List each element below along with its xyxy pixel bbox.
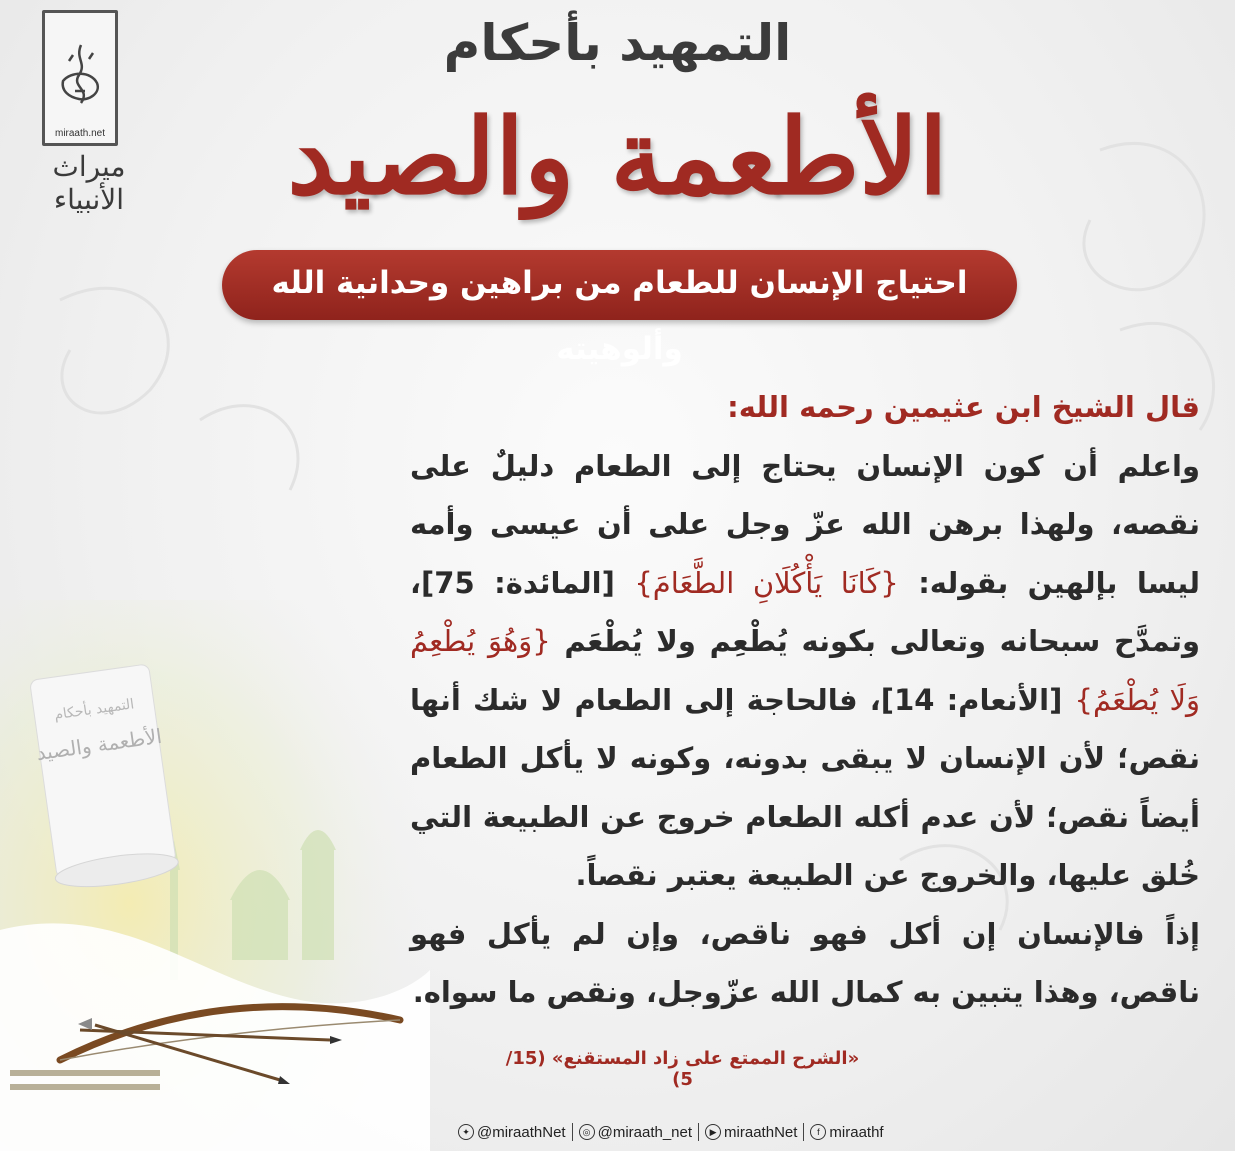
paragraph-2: إذاً فالإنسان إن أكل فهو ناقص، وإن لم يأكل فهو ناقص، وهذا يتبين به كمال الله عزّوجل، ونقص ما سواه.: [410, 916, 1200, 1009]
youtube-icon: ▶: [705, 1124, 721, 1140]
verse-1-reference: [المائدة: 75]، وتمدَّح سبحانه وتعالى بكونه يُطْعِم ولا يُطْعَم: [410, 565, 1200, 658]
scroll-title-top: التمهيد بأحكام: [53, 696, 136, 724]
twitter-handle: @miraathNet: [477, 1123, 566, 1141]
quote-intro: قال الشيخ ابن عثيمين رحمه الله:: [727, 390, 1200, 424]
paragraph-1-start: واعلم أن كون الإنسان يحتاج إلى الطعام دليلٌ على نقصه، ولهذا برهن الله عزّ وجل على أن عيسى وأمه ليسا بإلهين بقوله:: [410, 448, 1200, 600]
topic-banner-text: احتياج الإنسان للطعام من براهين وحدانية الله وألوهيته: [271, 265, 968, 367]
article-body: [410, 378, 1200, 1022]
social-instagram[interactable]: [579, 1124, 692, 1141]
twitter-icon: ✦: [458, 1124, 474, 1140]
youtube-handle: miraathNet: [724, 1123, 798, 1141]
divider: [803, 1123, 804, 1141]
decorative-artwork: [0, 600, 430, 1151]
page-title: الأطعمة والصيد: [287, 95, 948, 218]
facebook-handle: miraathf: [829, 1123, 884, 1141]
divider: [572, 1123, 573, 1141]
paragraph-1-end: [الأنعام: 14]، فالحاجة إلى الطعام لا شك أنها نقص؛ لأن الإنسان لا يبقى بدونه، وكونه لا يأكل الطعام أيضاً نقص؛ لأن عدم أكله الطعام خروج عن الطبيعة التي خُلق عليها، والخروج عن الطبيعة يعتبر نقصاً.: [410, 682, 1200, 892]
quran-verse-1: {كَانَا يَأْكُلَانِ الطَّعَامَ}: [634, 565, 899, 600]
scroll-title-main: الأطعمة والصيد: [34, 723, 164, 766]
logo-name: ميراث الأنبياء: [52, 150, 126, 216]
facebook-icon: f: [810, 1124, 826, 1140]
source-citation: «الشرح الممتع على زاد المستقنع» (15/ 5): [505, 1048, 860, 1090]
quran-verse-2: {وَهُوَ يُطْعِمُ وَلَا يُطْعَمُ}: [410, 624, 1200, 717]
instagram-handle: @miraath_net: [597, 1123, 693, 1141]
divider: [698, 1123, 699, 1141]
social-links: [458, 1119, 884, 1145]
logo-site: miraath.net: [54, 128, 106, 139]
paragraph-1: [410, 437, 1200, 905]
social-facebook[interactable]: [810, 1124, 883, 1141]
page-subtitle: التمهيد بأحكام: [443, 14, 792, 72]
instagram-icon: ◎: [579, 1124, 595, 1140]
topic-banner: [222, 250, 1017, 367]
social-twitter[interactable]: [458, 1124, 566, 1141]
social-youtube[interactable]: [705, 1124, 797, 1141]
